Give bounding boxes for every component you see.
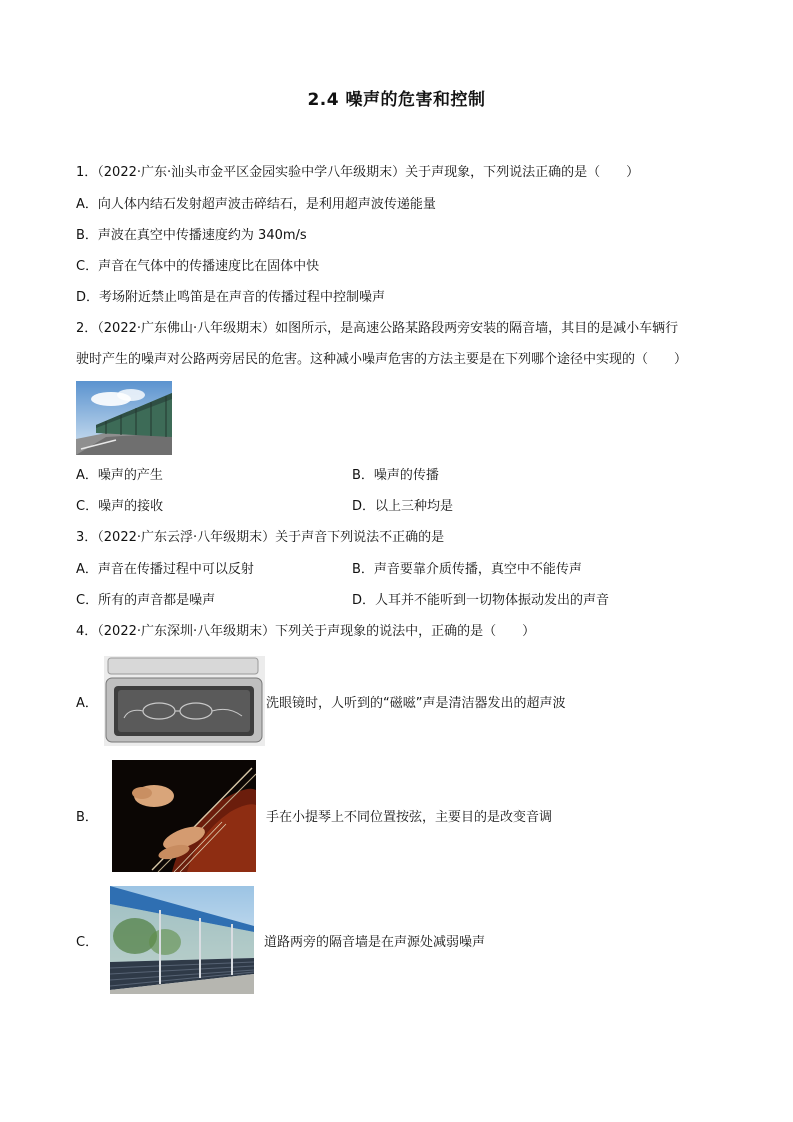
q4-option-a-text: 洗眼镜时，人听到的“磁嗞”声是清洁器发出的超声波 [266, 696, 566, 711]
q4-stem: 4．（2022·广东深圳·八年级期末）下列关于声现象的说法中，正确的是（ ） [76, 624, 536, 639]
q2-option-d: D．以上三种均是 [352, 499, 454, 514]
violin-image [112, 760, 256, 872]
q4-option-c-letter: C． [76, 935, 99, 950]
q3-option-a: A．声音在传播过程中可以反射 [76, 562, 254, 577]
q4-option-c-text: 道路两旁的隔音墙是在声源处减弱噪声 [264, 935, 486, 950]
ultrasonic-cleaner-image [104, 656, 265, 746]
q3-option-d: D．人耳并不能听到一切物体振动发出的声音 [352, 593, 610, 608]
highway-sound-barrier-image [76, 381, 172, 455]
q1-stem: 1．（2022·广东·汕头市金平区金园实验中学八年级期末）关于声现象，下列说法正确的是（ ） [76, 165, 640, 180]
page-title: 2.4 噪声的危害和控制 [307, 90, 486, 110]
q3-stem: 3．（2022·广东云浮·八年级期末）关于声音下列说法不正确的是 [76, 530, 445, 545]
q3-option-b: B．声音要靠介质传播，真空中不能传声 [352, 562, 582, 577]
q3-option-c: C．所有的声音都是噪声 [76, 593, 216, 608]
q4-option-b-letter: B． [76, 810, 98, 825]
q1-option-a: A．向人体内结石发射超声波击碎结石，是利用超声波传递能量 [76, 197, 436, 212]
q2-option-b: B．噪声的传播 [352, 468, 439, 483]
q1-option-c: C．声音在气体中的传播速度比在固体中快 [76, 259, 320, 274]
q2-stem-line1: 2．（2022·广东佛山·八年级期末）如图所示，是高速公路某路段两旁安装的隔音墙，其目的是减小车辆行 [76, 321, 679, 336]
q2-option-c: C．噪声的接收 [76, 499, 164, 514]
q1-option-b: B．声波在真空中传播速度约为 340m/s [76, 228, 307, 243]
q2-option-a: A．噪声的产生 [76, 468, 163, 483]
q1-option-d: D．考场附近禁止鸣笛是在声音的传播过程中控制噪声 [76, 290, 386, 305]
q2-stem-line2: 驶时产生的噪声对公路两旁居民的危害。这种减小噪声危害的方法主要是在下列哪个途径中实现的（ ） [76, 352, 688, 367]
q4-option-b-text: 手在小提琴上不同位置按弦，主要目的是改变音调 [266, 810, 553, 825]
sound-barrier-wall-image [110, 886, 254, 994]
q4-option-a-letter: A． [76, 696, 98, 711]
